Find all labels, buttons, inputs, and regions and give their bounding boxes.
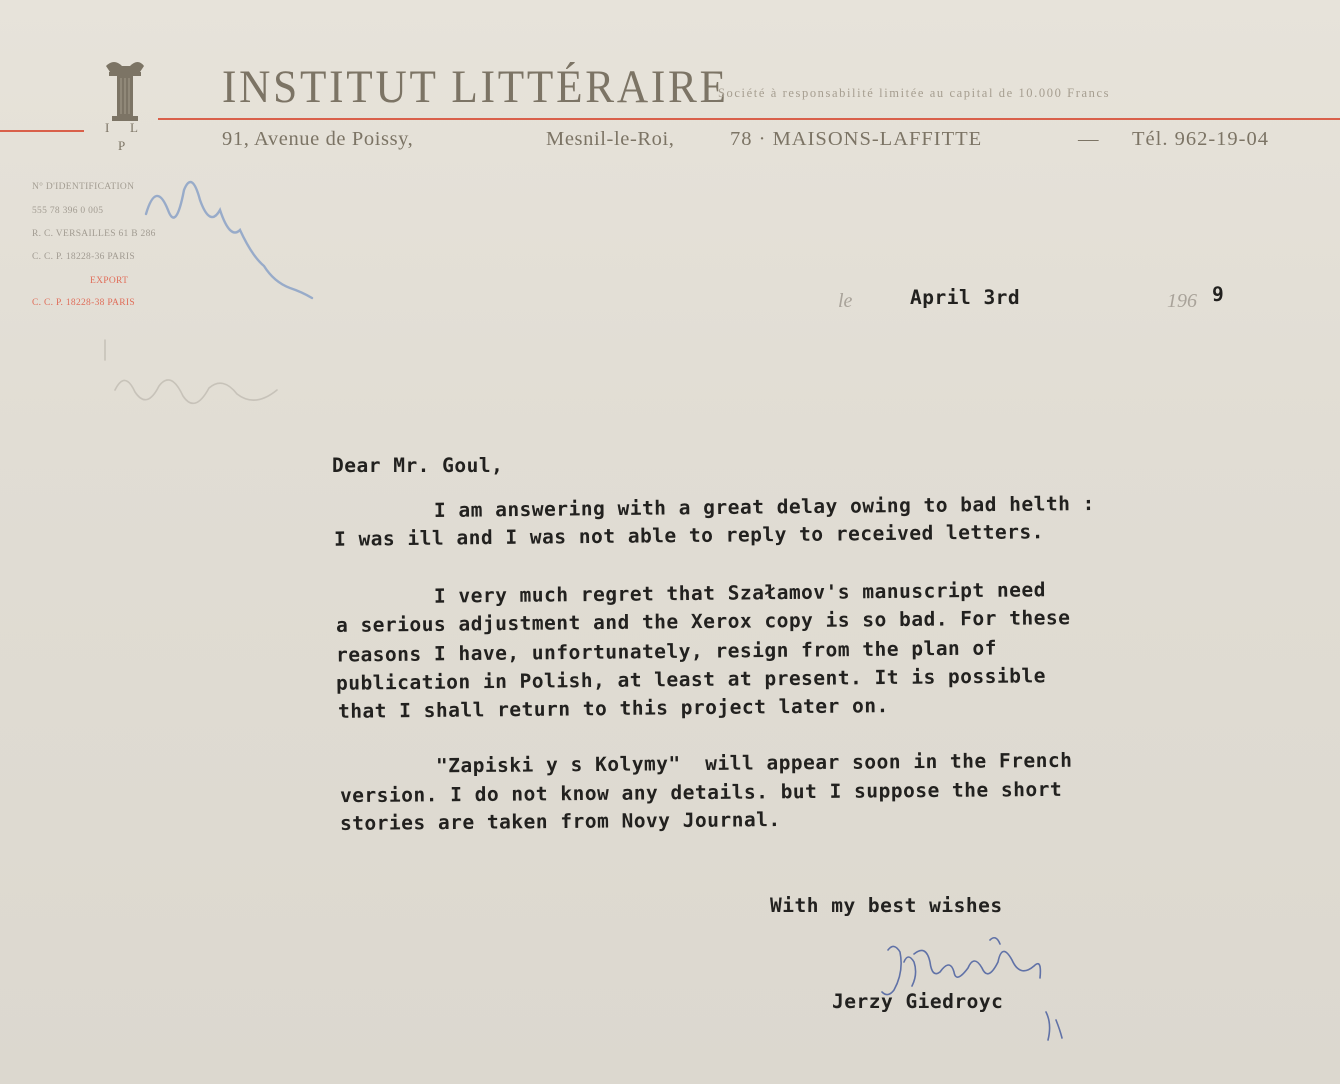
- address-street: 91, Avenue de Poissy,: [222, 128, 414, 150]
- institute-name: INSTITUT LITTÉRAIRE: [222, 61, 729, 113]
- salutation: Dear Mr. Goul,: [332, 454, 504, 477]
- ccp-paris: C. C. P. 18228-36 PARIS: [32, 252, 135, 262]
- id-number: 555 78 396 0 005: [32, 206, 104, 216]
- export-label: EXPORT: [90, 276, 129, 286]
- letter-date: April 3rd: [910, 286, 1021, 309]
- date-prefix: le: [838, 290, 853, 312]
- ccp-export: C. C. P. 18228-38 PARIS: [32, 298, 135, 308]
- year-typed: 9: [1212, 283, 1225, 306]
- legal-notice: Société à responsabilité limitée au capital de 10.000 Francs: [718, 86, 1111, 100]
- address-dash: —: [1078, 128, 1100, 150]
- paragraph-1-line-2: I was ill and I was not able to reply to received letters.: [333, 520, 1045, 551]
- address-city: 78 · MAISONS-LAFFITTE: [730, 128, 983, 150]
- column-logo-icon: [100, 58, 150, 158]
- svg-text:L: L: [130, 120, 138, 135]
- paragraph-2-line-4: publication in Polish, at least at present. It is possible: [335, 664, 1047, 695]
- id-heading: N° D'IDENTIFICATION: [32, 182, 135, 192]
- letterhead-rule-left: [0, 130, 84, 132]
- letterhead-rule-right: [158, 118, 1340, 120]
- paragraph-2-line-1: I very much regret that Szałamov's manuscript need: [335, 578, 1047, 609]
- svg-text:P: P: [118, 138, 126, 153]
- svg-text:I: I: [105, 120, 110, 135]
- year-printed: 196: [1167, 290, 1197, 312]
- paragraph-3-line-3: stories are taken from Novy Journal.: [339, 808, 781, 835]
- paragraph-3-line-2: version. I do not know any details. but I suppose the short: [339, 777, 1063, 808]
- address-village: Mesnil-le-Roi,: [546, 128, 675, 150]
- pencil-mark-icon: [95, 330, 335, 420]
- closing: With my best wishes: [770, 894, 1003, 917]
- paragraph-1-line-1: I am answering with a great delay owing to bad helth :: [335, 492, 1095, 523]
- signature-name: Jerzy Giedroyc: [832, 990, 1004, 1013]
- paragraph-2-line-5: that I shall return to this project later on.: [337, 694, 889, 723]
- paragraph-2-line-3: reasons I have, unfortunately, resign from the plan of: [335, 636, 998, 667]
- pen-scribble-icon: [140, 170, 330, 310]
- rc-versailles: R. C. VERSAILLES 61 B 286: [32, 229, 156, 239]
- paragraph-2-line-2: a serious adjustment and the Xerox copy is so bad. For these: [335, 606, 1071, 637]
- telephone: Tél. 962-19-04: [1132, 128, 1269, 150]
- paragraph-3-line-1: "Zapiski y s Kolymy" will appear soon in the French: [337, 748, 1073, 779]
